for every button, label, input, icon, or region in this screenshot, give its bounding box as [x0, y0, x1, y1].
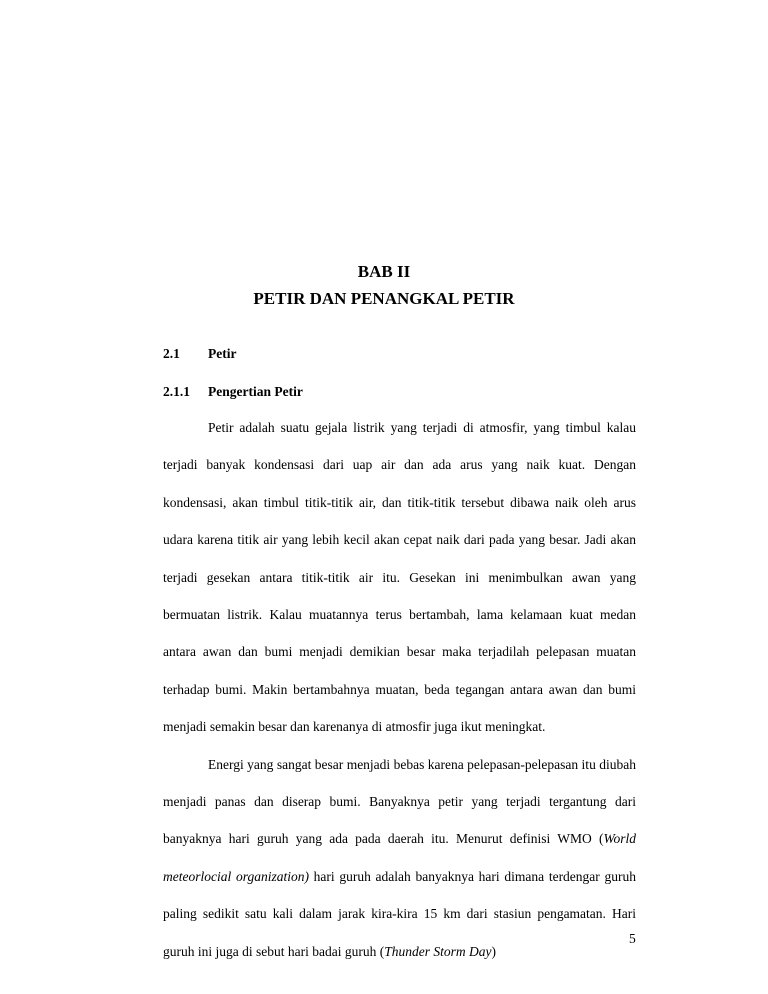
paragraph-2-text-b: hari guruh adalah banyaknya hari dimana terdengar guruh paling sedikit satu kali dalam jarak kira-kira 15 km dari stasiun pengamatan. Hari guruh ini juga di sebut hari badai guruh (: [163, 868, 636, 959]
page-number: 5: [629, 931, 636, 946]
paragraph-1: Petir adalah suatu gejala listrik yang terjadi di atmosfir, yang timbul kalau terjadi banyak kondensasi dari uap air dan ada arus yang naik kuat. Dengan kondensasi, akan timbul titik-titik air, dan titik-titik tersebut dibawa naik oleh arus udara karena titik air yang lebih kecil akan cepat naik dari pada yang besar. Jadi akan terjadi gesekan antara titik-titik air itu. Gesekan ini menimbulkan awan yang bermuatan listrik. Kalau muatannya terus bertambah, lama kelamaan kuat medan antara awan dan bumi menjadi demikian besar maka terjadilah pelepasan muatan terhadap bumi. Makin bertambahnya muatan, beda tegangan antara awan dan bumi menjadi semakin besar dan karenanya di atmosfir juga ikut meningkat.: [163, 420, 636, 735]
paragraph-2-text-c: ): [491, 943, 496, 959]
section-number: 2.1.1: [163, 384, 190, 399]
section-title: Petir: [208, 346, 237, 361]
paragraph-2-text-a: Energi yang sangat besar menjadi bebas karena pelepasan-pelepasan itu diubah menjadi panas dan diserap bumi. Banyaknya petir yang terjadi tergantung dari banyaknya hari guruh yang ada pada daerah itu. Menurut definisi WMO (: [163, 756, 636, 847]
chapter-label: BAB II: [357, 262, 411, 281]
section-title: Pengertian Petir: [208, 384, 303, 399]
wmo-expansion-italic: World meteorlocial organization): [163, 831, 636, 884]
paragraph-2: [163, 746, 636, 970]
chapter-title: PETIR DAN PENANGKAL PETIR: [253, 289, 515, 308]
section-heading-2-1: [163, 346, 236, 362]
body-text: [163, 409, 636, 970]
thunder-storm-day-italic: Thunder Storm Day: [384, 943, 492, 959]
section-number: 2.1: [163, 346, 180, 361]
section-heading-2-1-1: [163, 384, 303, 400]
